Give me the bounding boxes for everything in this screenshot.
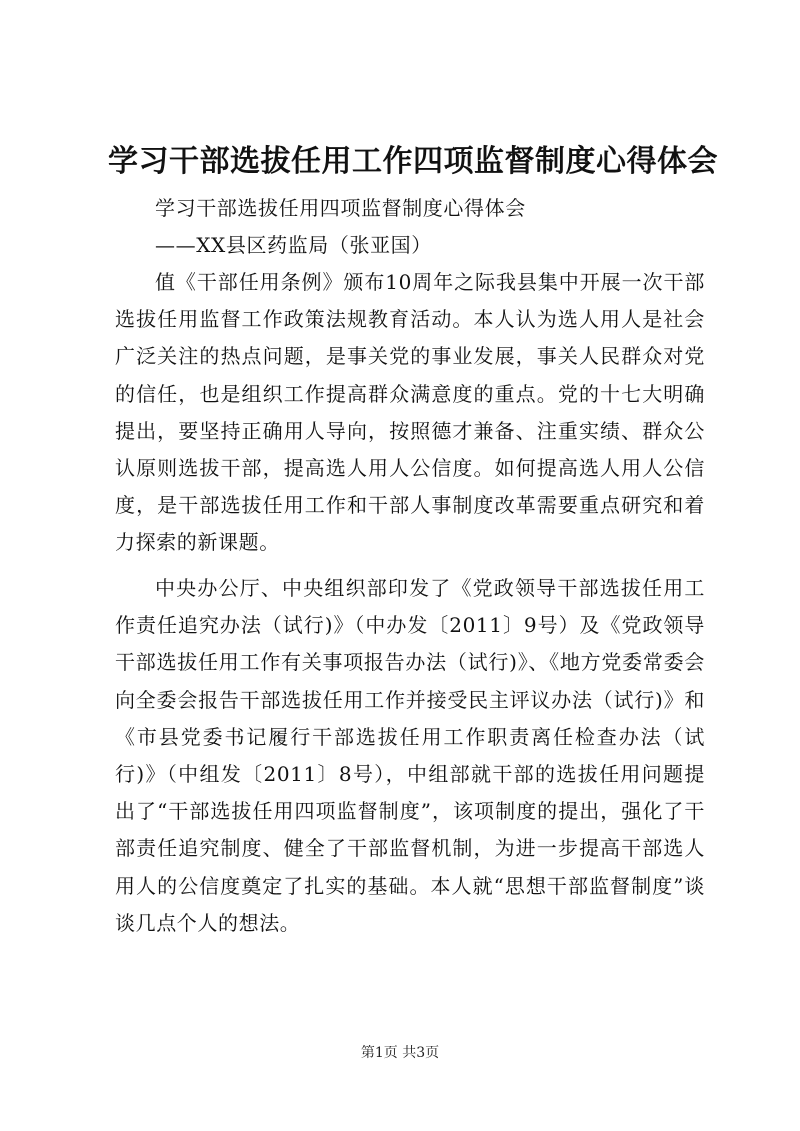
paragraph-2: 中央办公厅、中央组织部印发了《党政领导干部选拔任用工作责任追究办法（试行)》（中办发〔2011〕9号）及《党政领导干部选拔任用工作有关事项报告办法（试行)》、《地方党委常委会向全委会报告干部选拔任用工作并接受民主评议办法（试行)》和《市县党委书记履行干部选拔任用工作职责离任检查办法（试行)》（中组发〔2011〕8号），中组部就干部的选拔任用问题提出了“干部选拔任用四项监督制度”，该项制度的提出，强化了干部责任追究制度、健全了干部监督机制，为进一步提高干部选人用人的公信度奠定了扎实的基础。本人就“思想干部监督制度”谈谈几点个人的想法。 bbox=[115, 576, 705, 935]
document-subtitle: 学习干部选拔任用四项监督制度心得体会 bbox=[155, 196, 526, 220]
paragraph-1: 值《干部任用条例》颁布10周年之际我县集中开展一次干部选拔任用监督工作政策法规教育活动。本人认为选人用人是社会广泛关注的热点问题，是事关党的事业发展，事关人民群众对党的信任，也是组织工作提高群众满意度的重点。党的十七大明确提出，要坚持正确用人导向，按照德才兼备、注重实绩、群众公认原则选拔干部，提高选人用人公信度。如何提高选人用人公信度，是干部选拔任用工作和干部人事制度改革需要重点研究和着力探索的新课题。 bbox=[115, 270, 705, 555]
author-line: ——XX县区药监局（张亚国） bbox=[155, 233, 432, 257]
page-footer: 第1页 共3页 bbox=[360, 1045, 440, 1061]
document-title: 学习干部选拔任用工作四项监督制度心得体会 bbox=[108, 144, 718, 179]
